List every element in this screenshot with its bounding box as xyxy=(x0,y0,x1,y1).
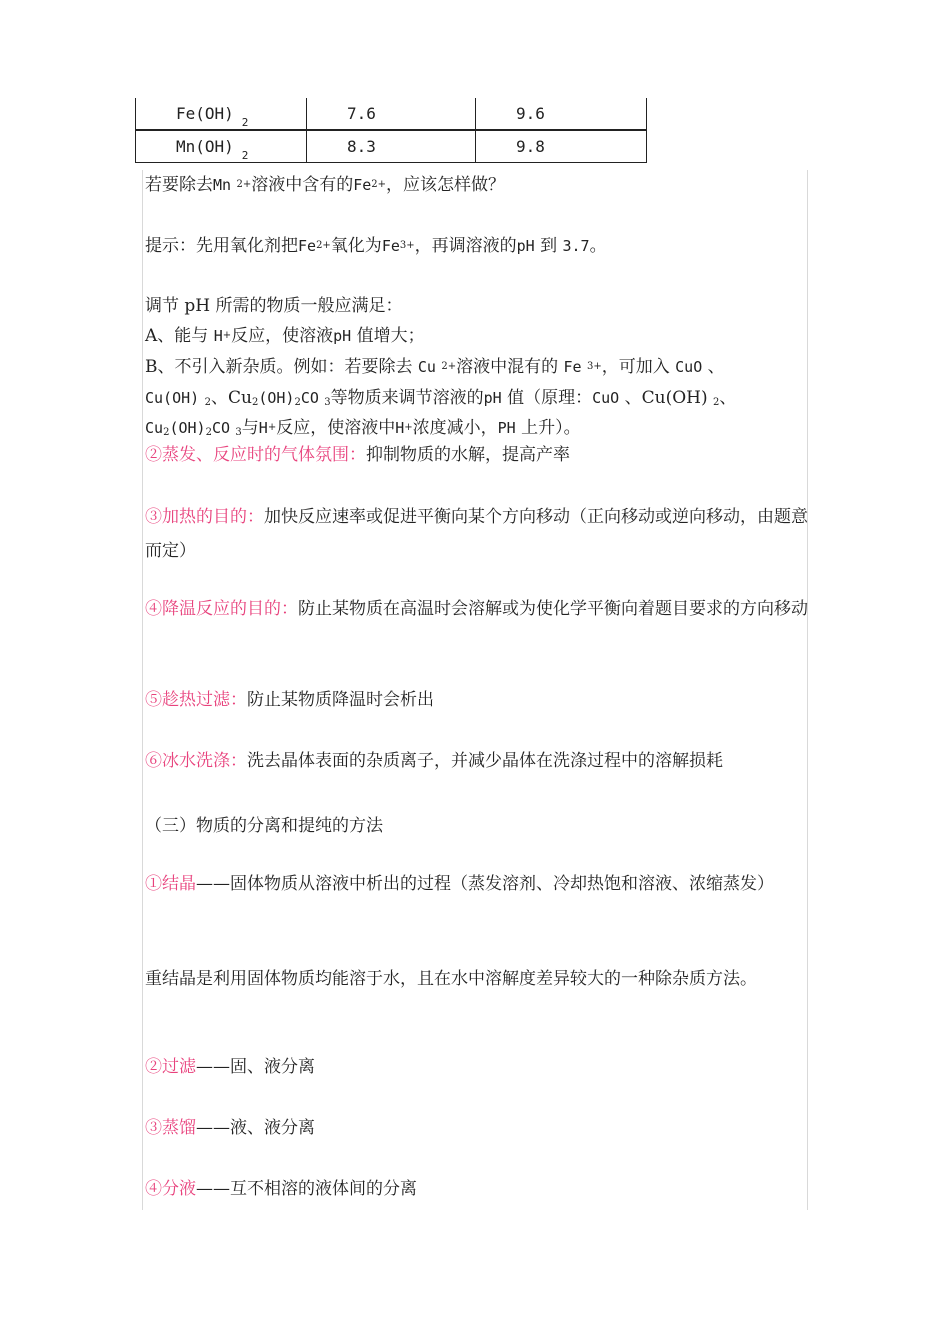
item-cooling: ④降温反应的目的：防止某物质在高温时会溶解或为使化学平衡向着题目要求的方向移动 xyxy=(145,599,808,619)
item-hot-filtration: ⑤趁热过滤：防止某物质降温时会析出 xyxy=(145,690,434,710)
adjust-b-line-1: B、不引入新杂质。例如：若要除去 Cu $^{2+}$溶液中混有的 Fe $^{3+}$，可加入 CuO 、 xyxy=(145,357,725,377)
method-label: ③蒸馏 xyxy=(145,1118,196,1138)
method-separation: ④分液——互不相溶的液体间的分离 xyxy=(145,1179,417,1199)
adjust-b-line-3: $Cu_2(OH)_2CO$ $_3$与H+反应，使溶液中H+浓度减小，PH 上升）。 xyxy=(145,418,581,438)
item-label: ⑤趁热过滤： xyxy=(145,690,247,710)
item-heating: ③加热的目的：加快反应速率或促进平衡向某个方向移动（正向移动或逆向移动，由题意而定） xyxy=(145,507,808,561)
section-title: （三）物质的分离和提纯的方法 xyxy=(145,816,383,836)
adjust-a-line: A、能与 H+反应，使溶液pH 值增大； xyxy=(145,326,425,346)
ph-table xyxy=(135,98,647,163)
table-row xyxy=(136,98,647,130)
method-distillation: ③蒸馏——液、液分离 xyxy=(145,1118,315,1138)
adjust-title: 调节 pH 所需的物质一般应满足： xyxy=(145,296,403,316)
hint-line: 提示：先用氧化剂把$Fe^{2+}$氧化为$Fe^{3+}$，再调溶液的pH 到 3.7。 xyxy=(145,236,607,256)
table-cell-compound: Fe(OH) $_2$ xyxy=(136,98,307,130)
item-label: ③加热的目的： xyxy=(145,507,264,527)
item-evaporation: ②蒸发、反应时的气体氛围：抑制物质的水解，提高产率 xyxy=(145,445,570,465)
item-label: ②蒸发、反应时的气体氛围： xyxy=(145,445,366,465)
table-cell-compound: Mn(OH) $_2$ xyxy=(136,130,307,162)
item-ice-wash: ⑥冰水洗涤：洗去晶体表面的杂质离子，并减少晶体在洗涤过程中的溶解损耗 xyxy=(145,751,723,771)
item-label: ④降温反应的目的： xyxy=(145,599,298,619)
method-recrystallization: 重结晶是利用固体物质均能溶于水，且在水中溶解度差异较大的一种除杂质方法。 xyxy=(145,969,757,989)
table-cell-start-ph: 7.6 xyxy=(307,98,476,130)
method-filtration: ②过滤——固、液分离 xyxy=(145,1057,315,1077)
item-label: ⑥冰水洗涤： xyxy=(145,751,247,771)
question-line: 若要除去Mn $^{2+}$溶液中含有的$Fe^{2+}$，应该怎样做？ xyxy=(145,175,506,195)
method-label: ②过滤 xyxy=(145,1057,196,1077)
table-row xyxy=(136,130,647,162)
table-cell-start-ph: 8.3 xyxy=(307,130,476,162)
table-cell-end-ph: 9.8 xyxy=(476,130,647,162)
page-margin-line-left xyxy=(142,170,143,1210)
method-label: ①结晶 xyxy=(145,874,196,894)
adjust-b-line-2: Cu(OH) $_2$、$Cu_2(OH)_2CO$ $_3$等物质来调节溶液的pH 值（原理：CuO 、Cu(OH) $_2$、 xyxy=(145,388,737,408)
method-crystallization: ①结晶——固体物质从溶液中析出的过程（蒸发溶剂、冷却热饱和溶液、浓缩蒸发） xyxy=(145,874,774,894)
table-cell-end-ph: 9.6 xyxy=(476,98,647,130)
method-label: ④分液 xyxy=(145,1179,196,1199)
